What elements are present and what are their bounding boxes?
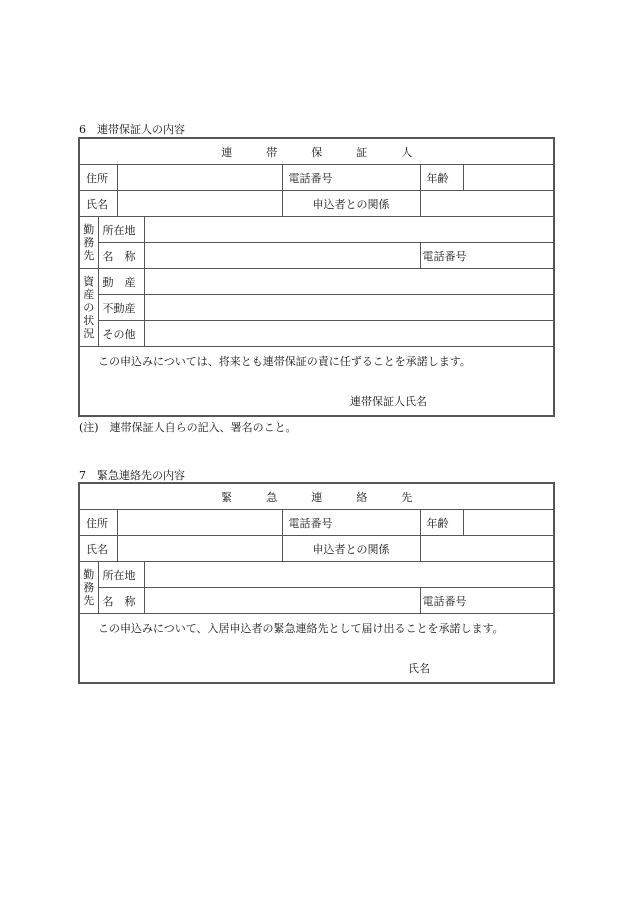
location-field[interactable] (144, 562, 554, 588)
age-label: 年齢 (420, 165, 463, 191)
guarantor-consent-cell (79, 347, 554, 417)
other-assets-label: その他 (98, 321, 144, 347)
emergency-consent-text: この申込みについて、入居申込者の緊急連絡先として届け出ることを承諾します。 (98, 622, 504, 635)
real-estate-label: 不動産 (98, 295, 144, 321)
emergency-consent-cell (79, 614, 554, 684)
section7-title: 7 緊急連絡先の内容 (79, 469, 185, 482)
address-field[interactable] (117, 510, 282, 536)
relation-label: 申込者との関係 (282, 191, 420, 217)
company-name-label: 名 称 (98, 243, 144, 269)
address-label: 住所 (79, 510, 117, 536)
work-phone-label: 電話番号 (420, 588, 554, 614)
guarantor-header: 連 帯 保 証 人 (79, 138, 554, 165)
relation-label: 申込者との関係 (282, 536, 420, 562)
workplace-label: 勤 務 先 (79, 217, 98, 269)
real-estate-field[interactable] (144, 295, 554, 321)
phone-label: 電話番号 (282, 165, 420, 191)
name-label: 氏名 (79, 191, 117, 217)
age-field[interactable] (463, 165, 554, 191)
relation-field[interactable] (420, 536, 554, 562)
address-label: 住所 (79, 165, 117, 191)
work-phone-label: 電話番号 (420, 243, 554, 269)
movable-field[interactable] (144, 269, 554, 295)
location-field[interactable] (144, 217, 554, 243)
company-name-field[interactable] (144, 243, 420, 269)
age-field[interactable] (463, 510, 554, 536)
workplace-label: 勤 務 先 (79, 562, 98, 614)
phone-label: 電話番号 (282, 510, 420, 536)
name-field[interactable] (117, 536, 282, 562)
guarantor-table (78, 137, 555, 417)
other-assets-field[interactable] (144, 321, 554, 347)
name-field[interactable] (117, 191, 282, 217)
section6-title: 6 連帯保証人の内容 (79, 123, 185, 136)
guarantor-consent-text: この申込みについては、将来とも連帯保証の責に任ずることを承諾します。 (98, 355, 471, 368)
name-label: 氏名 (79, 536, 117, 562)
assets-label: 資 産 の 状 況 (79, 269, 98, 347)
company-name-field[interactable] (144, 588, 420, 614)
guarantor-signature-label: 連帯保証人氏名 (350, 395, 427, 408)
address-field[interactable] (117, 165, 282, 191)
location-label: 所在地 (98, 217, 144, 243)
emergency-signature-label: 氏名 (408, 662, 430, 675)
company-name-label: 名 称 (98, 588, 144, 614)
movable-label: 動 産 (98, 269, 144, 295)
emergency-contact-table (78, 482, 555, 684)
location-label: 所在地 (98, 562, 144, 588)
relation-field[interactable] (420, 191, 554, 217)
age-label: 年齢 (420, 510, 463, 536)
emergency-header: 緊 急 連 絡 先 (79, 483, 554, 510)
guarantor-note: (注) 連帯保証人自らの記入、署名のこと。 (79, 421, 297, 434)
